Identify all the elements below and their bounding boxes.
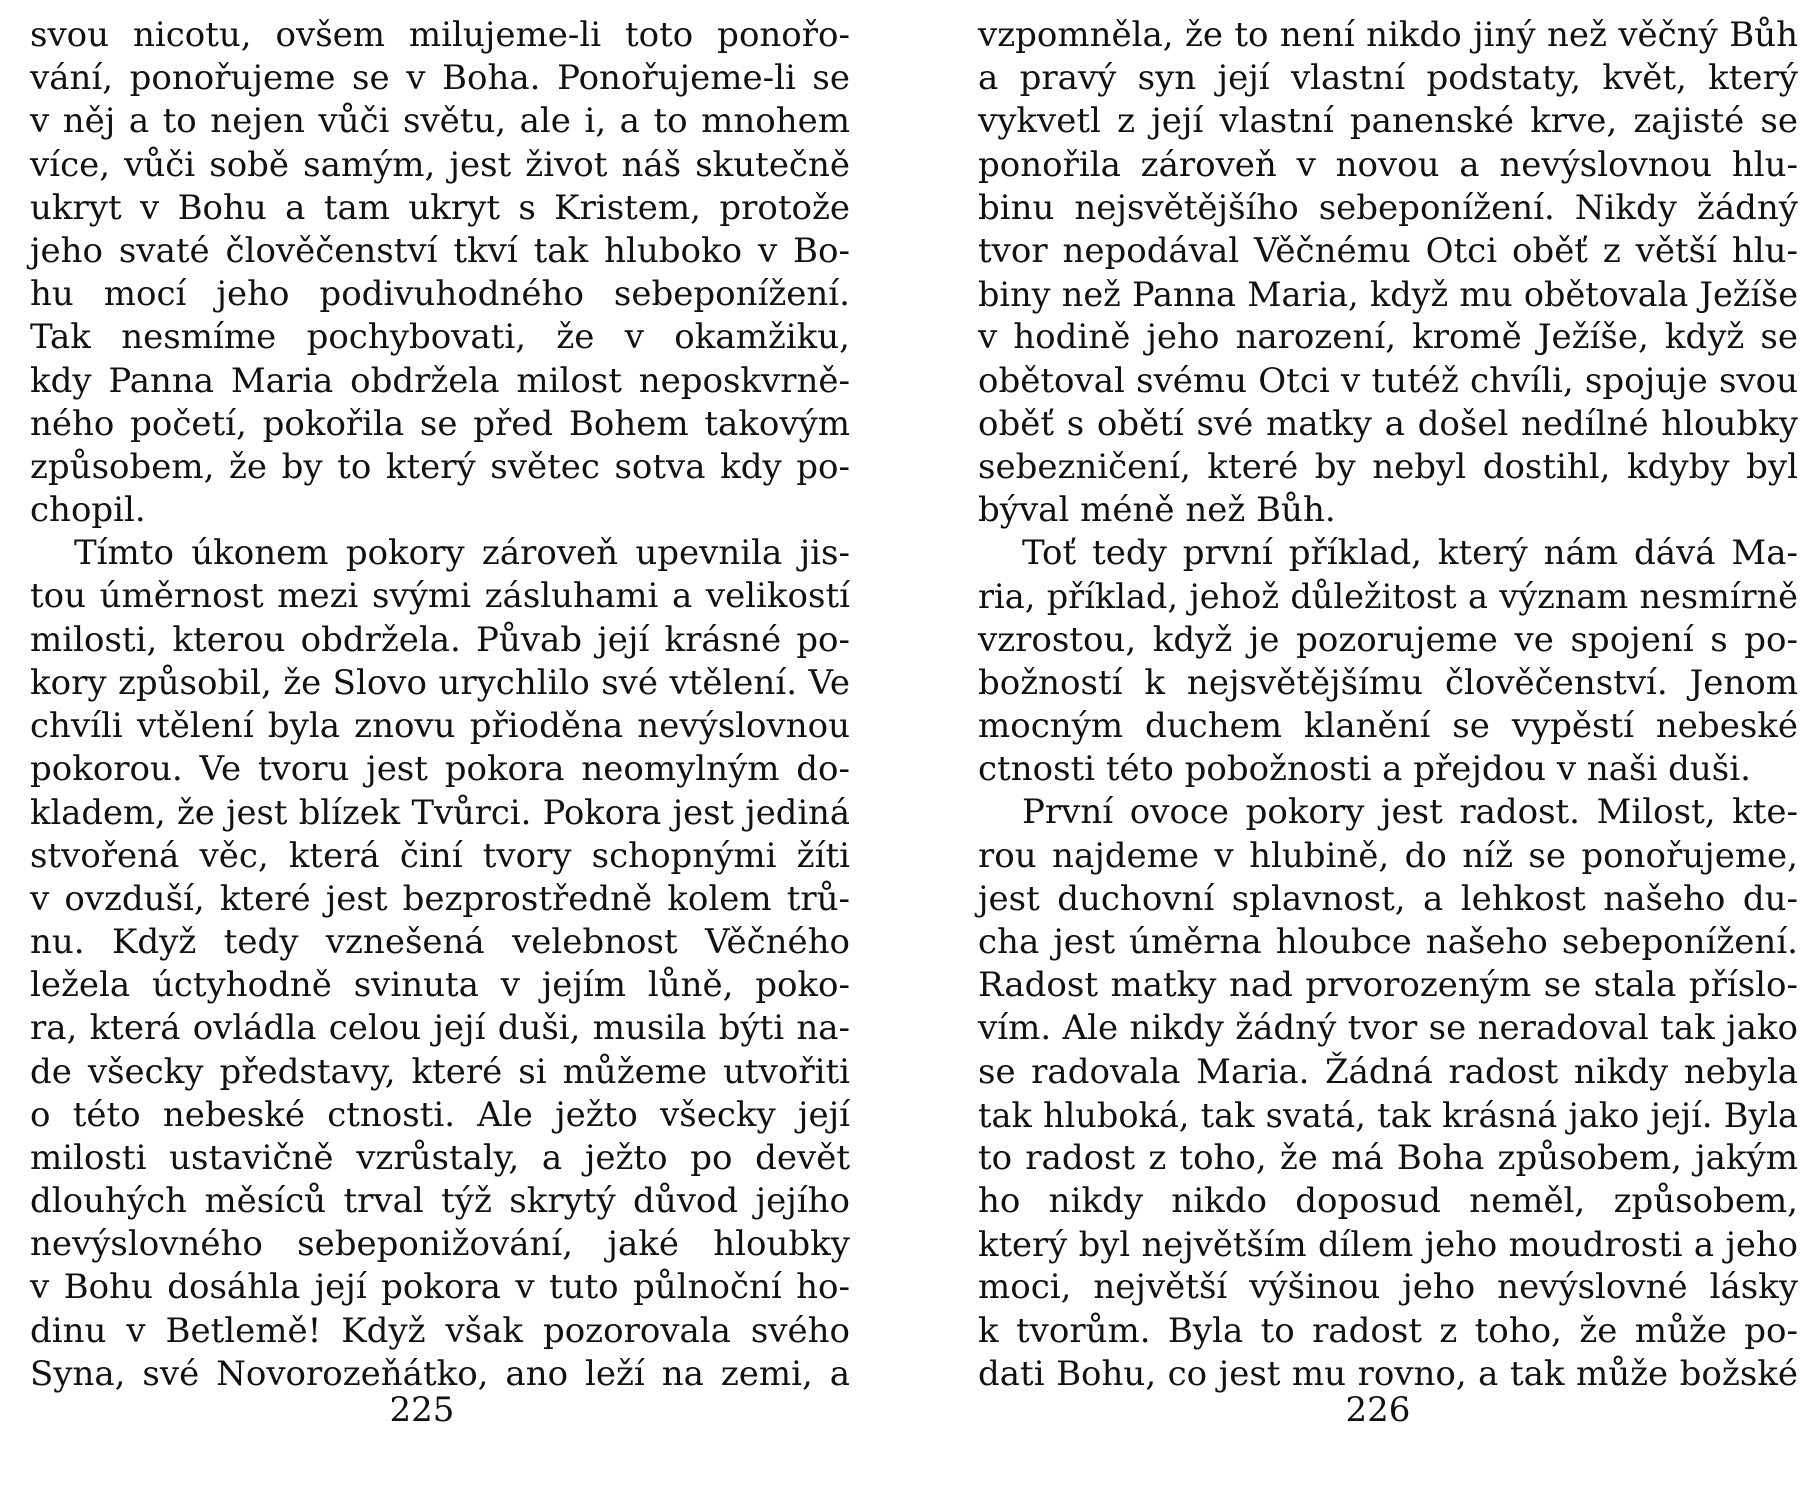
text-line: ponořila zároveň v novou a nevýslovnou hlu-: [978, 144, 1798, 185]
text-line: který byl největším dílem jeho moudrosti a jeho: [978, 1225, 1798, 1265]
text-line-paragraph-start: Tímto úkonem pokory zároveň upevnila jis-: [74, 533, 850, 574]
text-line: pokorou. Ve tvoru jest pokora neomylným do-: [30, 749, 850, 790]
text-line: božností k nejsvětějšímu člověčenství. Jenom: [978, 662, 1798, 703]
text-line: dati Bohu, co jest mu rovno, a tak může božské: [978, 1353, 1798, 1394]
text-line: obětoval svému Otci v tutéž chvíli, spojuje svou: [978, 360, 1798, 401]
text-line: oběť s obětí své matky a došel nedílné hloubky: [978, 403, 1798, 444]
text-line: ukryt v Bohu a tam ukryt s Kristem, protože: [30, 187, 850, 228]
text-line: vzrostou, když je pozorujeme ve spojení s po-: [978, 619, 1798, 660]
text-line: v Bohu dosáhla její pokora v tuto půlnoční ho-: [30, 1267, 850, 1308]
right-page-number: 226: [1345, 1390, 1411, 1430]
text-line: Radost matky nad prvorozeným se stala příslo-: [978, 965, 1798, 1006]
text-line: ného početí, pokořila se před Bohem takovým: [30, 403, 850, 444]
text-line: vzpomněla, že to není nikdo jiný než věčný Bůh: [978, 15, 1798, 55]
text-line: jest duchovní splavnost, a lehkost našeho du-: [978, 878, 1798, 919]
text-line-paragraph-start: První ovoce pokory jest radost. Milost, kte-: [1022, 792, 1798, 833]
text-line: v hodině jeho narození, kromě Ježíše, když se: [978, 317, 1798, 358]
text-line: kory způsobil, že Slovo urychlilo své vtělení. Ve: [30, 662, 850, 703]
text-line: kladem, že jest blízek Tvůrci. Pokora jest jediná: [30, 793, 850, 833]
text-line: více, vůči sobě samým, jest život náš skutečně: [30, 144, 850, 185]
text-line: binu nejsvětějšího sebeponížení. Nikdy žádný: [978, 187, 1798, 228]
text-line: jeho svaté člověčenství tkví tak hluboko v Bo-: [30, 230, 850, 271]
text-line: rou najdeme v hlubině, do níž se ponořujeme,: [978, 835, 1798, 876]
text-line: Tak nesmíme pochybovati, že v okamžiku,: [30, 317, 850, 358]
text-line: Syna, své Novorozeňátko, ano leží na zemi, a: [30, 1353, 850, 1394]
text-line: se radovala Maria. Žádná radost nikdy nebyla: [978, 1051, 1798, 1092]
text-line: dinu v Betlemě! Když však pozorovala svého: [30, 1310, 850, 1351]
text-line: mocným duchem klanění se vypěstí nebeské: [978, 706, 1798, 746]
text-line: v ovzduší, které jest bezprostředně kolem trů-: [30, 878, 850, 919]
text-line: milosti, kterou obdržela. Půvab její krásné po-: [30, 619, 850, 660]
text-line: svou nicotu, ovšem milujeme-li toto ponořo-: [30, 15, 850, 55]
text-line: to radost z toho, že má Boha způsobem, jakým: [978, 1137, 1798, 1178]
text-line: kdy Panna Maria obdržela milost neposkvrně-: [30, 360, 850, 401]
text-line: ria, příklad, jehož důležitost a význam nesmírně: [978, 577, 1798, 617]
text-line: tou úměrnost mezi svými zásluhami a velikostí: [30, 576, 850, 617]
text-line-paragraph-end: chopil.: [30, 490, 146, 531]
text-line: cha jest úměrna hloubce našeho sebeponížení.: [978, 921, 1798, 962]
text-line: de všecky představy, které si můžeme utvořiti: [30, 1051, 850, 1092]
text-line: biny než Panna Maria, když mu obětovala Ježíše: [978, 275, 1798, 315]
text-line: ležela úctyhodně svinuta v jejím lůně, poko-: [30, 965, 850, 1006]
text-line-paragraph-end: býval méně než Bůh.: [978, 490, 1336, 531]
text-line: tak hluboká, tak svatá, tak krásná jako její. Byla: [978, 1095, 1798, 1135]
left-page: [30, 14, 850, 1396]
text-line: vím. Ale nikdy žádný tvor se neradoval tak jako: [978, 1008, 1798, 1049]
text-line: stvořená věc, která činí tvory schopnými žíti: [30, 835, 850, 876]
text-line: nevýslovného sebeponižování, jaké hloubky: [30, 1224, 850, 1265]
text-line: vykvetl z její vlastní panenské krve, zajisté se: [978, 101, 1798, 142]
text-line: chvíli vtělení byla znovu přioděna nevýslovnou: [30, 706, 850, 746]
text-line: nu. Když tedy vznešená velebnost Věčného: [30, 921, 850, 962]
text-line: způsobem, že by to který světec sotva kdy po-: [30, 446, 850, 487]
text-line-paragraph-start: Toť tedy první příklad, který nám dává Ma-: [1022, 533, 1798, 574]
text-line: ra, která ovládla celou její duši, musila býti na-: [30, 1008, 850, 1049]
text-line: tvor nepodával Věčnému Otci oběť z větší hlu-: [978, 230, 1798, 271]
text-line-paragraph-end: ctnosti této pobožnosti a přejdou v naši duši.: [978, 749, 1751, 790]
text-line: v něj a to nejen vůči světu, ale i, a to mnohem: [30, 101, 850, 142]
text-line: moci, největší výšinou jeho nevýslovné lásky: [978, 1267, 1798, 1308]
text-line: a pravý syn její vlastní podstaty, květ, který: [978, 58, 1798, 99]
text-line: milosti ustavičně vzrůstaly, a ježto po devět: [30, 1137, 850, 1178]
text-line: o této nebeské ctnosti. Ale ježto všecky její: [30, 1094, 850, 1135]
text-line: dlouhých měsíců trval týž skrytý důvod jejího: [30, 1181, 850, 1222]
text-line: hu mocí jeho podivuhodného sebeponížení.: [30, 274, 850, 315]
left-page-number: 225: [389, 1390, 455, 1430]
text-line: vání, ponořujeme se v Boha. Ponořujeme-li se: [30, 58, 850, 99]
text-line: sebezničení, které by nebyl dostihl, kdyby byl: [978, 446, 1798, 487]
text-line: ho nikdy nikdo doposud neměl, způsobem,: [978, 1181, 1798, 1222]
text-line: k tvorům. Byla to radost z toho, že může po-: [978, 1310, 1798, 1351]
right-page: [978, 14, 1798, 1396]
